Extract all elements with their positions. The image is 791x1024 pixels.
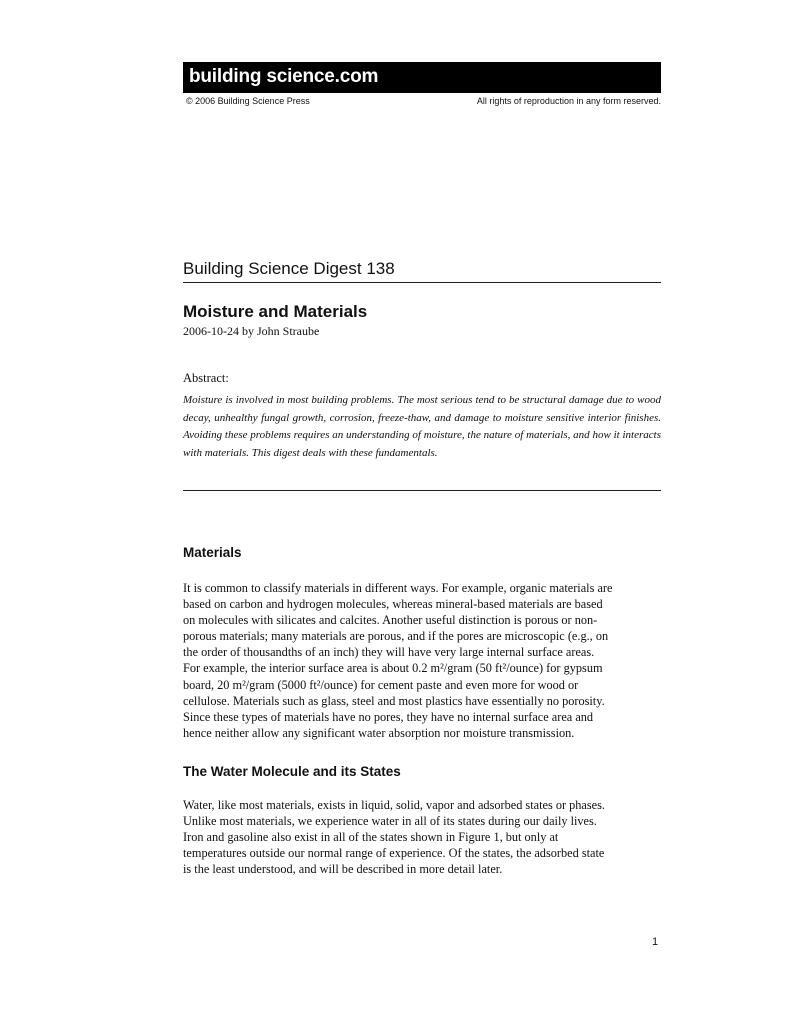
paragraph-line: Unlike most materials, we experience water in all of its states during our daily lives. [183, 814, 597, 829]
digest-title: Building Science Digest 138 [183, 259, 661, 283]
materials-paragraph [183, 580, 661, 741]
rights-notice: All rights of reproduction in any form reserved. [476, 96, 661, 106]
site-banner: building science.com [183, 62, 661, 93]
paragraph-line: It is common to classify materials in different ways. For example, organic materials are [183, 581, 613, 595]
copyright-notice: © 2006 Building Science Press [186, 96, 310, 106]
paragraph-line: Since these types of materials have no pores, they have no internal surface area and [183, 709, 594, 724]
paragraph-line: the order of thousandths of an inch) they will have very large internal surface areas. [183, 645, 595, 660]
paragraph-line: Iron and gasoline also exist in all of the states shown in Figure 1, but only at [183, 830, 559, 845]
document-page [183, 62, 661, 877]
water-heading: The Water Molecule and its States [183, 764, 401, 779]
materials-heading: Materials [183, 545, 242, 560]
paragraph-line: on molecules with silicates and calcites. Another useful distinction is porous or non- [183, 613, 598, 628]
paragraph-line: board, 20 m²/gram (5000 ft²/ounce) for cement paste and even more for wood or [183, 677, 579, 692]
paragraph-line: Water, like most materials, exists in liquid, solid, vapor and adsorbed states or phases. [183, 798, 605, 812]
page-number: 1 [652, 936, 659, 948]
paragraph-line: temperatures outside our normal range of experience. Of the states, the adsorbed state [183, 846, 605, 861]
section-divider [183, 490, 661, 491]
paragraph-line: cellulose. Materials such as glass, steel and most plastics have essentially no porosity. [183, 693, 605, 708]
paragraph-line: based on carbon and hydrogen molecules, whereas mineral-based materials are based [183, 597, 603, 612]
header-subline [183, 96, 661, 106]
article-byline: 2006-10-24 by John Straube [183, 324, 320, 338]
article-title: Moisture and Materials [183, 302, 368, 321]
paragraph-line: For example, the interior surface area is about 0.2 m²/gram (50 ft²/ounce) for gypsum [183, 661, 603, 676]
abstract-label: Abstract: [183, 371, 229, 385]
paragraph-line: hence neither allow any significant water absorption nor moisture transmission. [183, 725, 575, 740]
abstract-text: Moisture is involved in most building problems. The most serious tend to be structural damage due to wood decay, unhealthy fungal growth, corrosion, freeze-thaw, and damage to moisture sensitive interior finishes. Avoiding these problems requires an understanding of moisture, the nature of materials, and how it interacts with materials. This digest deals with these fundamentals. [183, 394, 661, 459]
paragraph-line: porous materials; many materials are porous, and if the pores are microscopic (e.g., on [183, 629, 609, 644]
water-paragraph [183, 797, 661, 877]
paragraph-line: is the least understood, and will be described in more detail later. [183, 862, 503, 877]
